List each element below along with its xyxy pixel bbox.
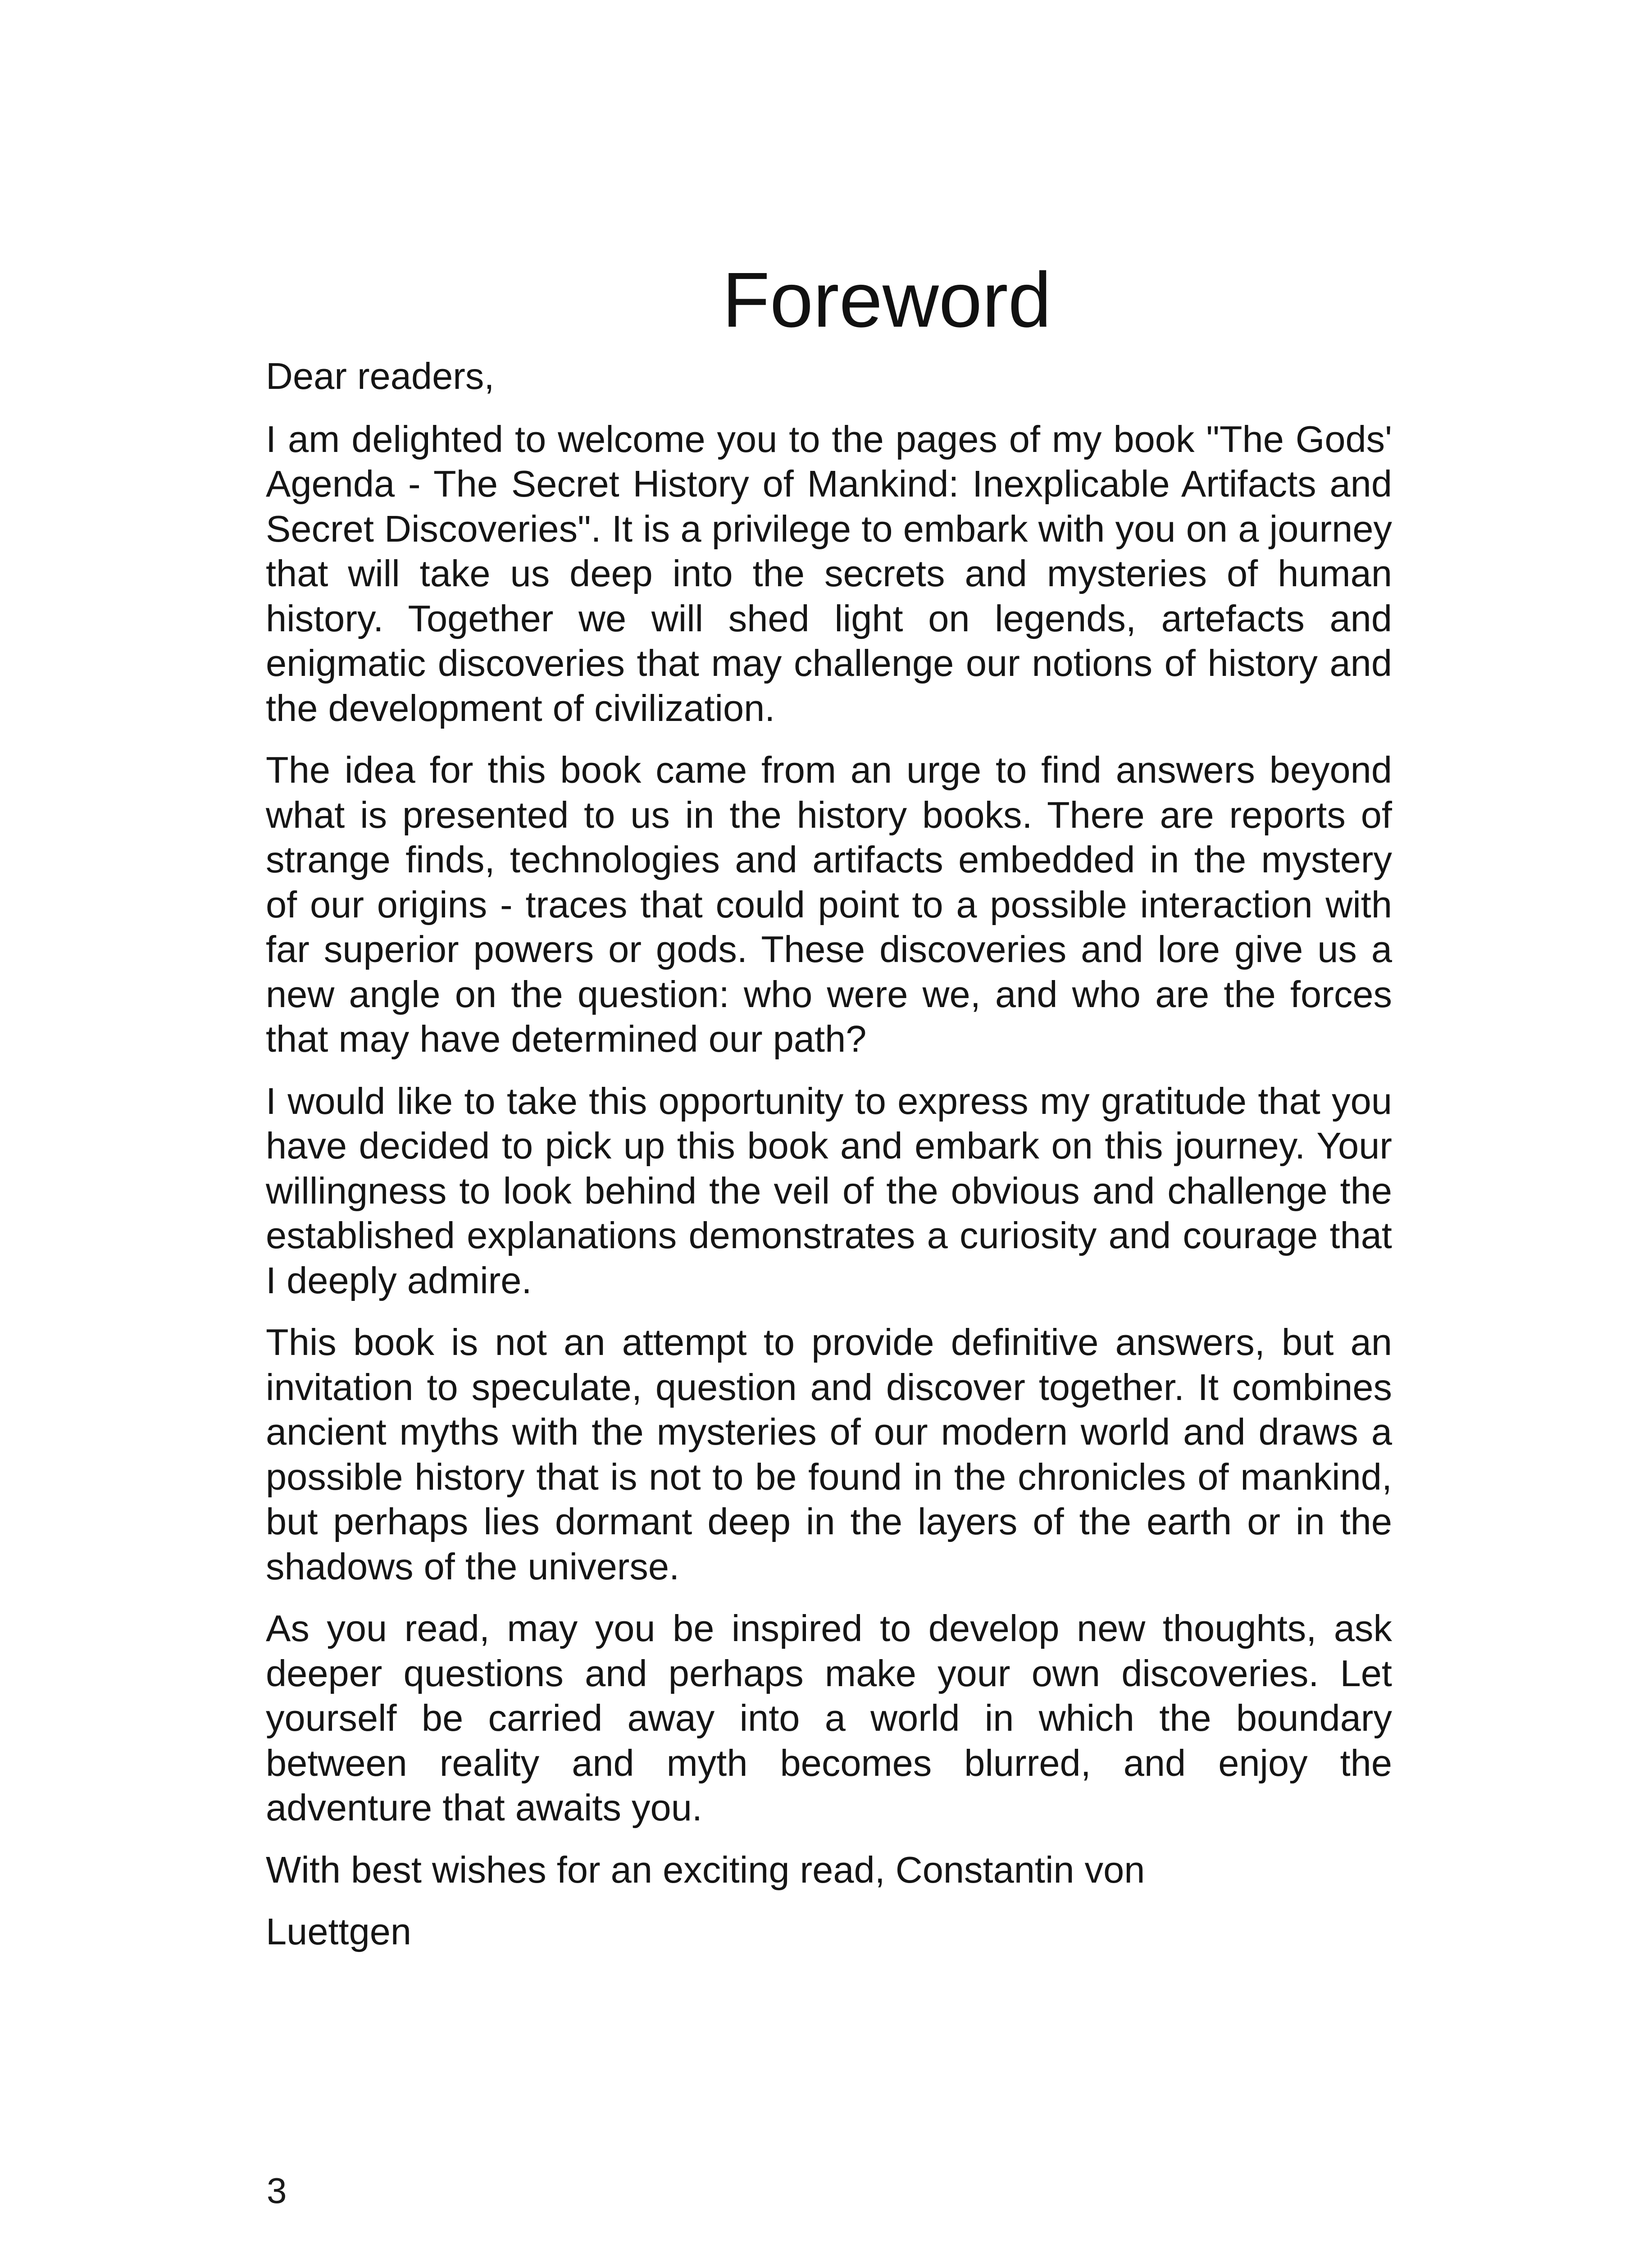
closing-line: With best wishes for an exciting read, Constantin von [266,1848,1145,1891]
author-signature: Luettgen [266,1911,412,1952]
paragraph-idea: The idea for this book came from an urge to find answers beyond what is presented to us in the history books. There are reports of strange finds, technologies and artifacts embedded in the mystery of our origins - traces that could point to a possible interaction with far superior powers or gods. These discoveries and lore give us a new angle on the question: who were we, and who are the forces that may have determined our path? [266,749,1392,1060]
foreword-body [266,354,1392,1971]
paragraph-gratitude: I would like to take this opportunity to express my gratitude that you have decided to pick up this book and embark on this journey. Your willingness to look behind the veil of the obvious and challenge the established explanations demonstrates a curiosity and courage that I deeply admire. [266,1080,1392,1301]
paragraph-welcome: I am delighted to welcome you to the pages of my book "The Gods' Agenda - The Secret History of Mankind: Inexplicable Artifacts and Secret Discoveries". It is a privilege to embark with you on a journey that will take us deep into the secrets and mysteries of human history. Together we will shed light on legends, artefacts and enigmatic discoveries that may challenge our notions of history and the development of civilization. [266,418,1392,729]
paragraph-invitation: This book is not an attempt to provide definitive answers, but an invitation to speculate, question and discover together. It combines ancient myths with the mysteries of our modern world and draws a possible history that is not to be found in the chronicles of mankind, but perhaps lies dormant deep in the layers of the earth or in the shadows of the universe. [266,1321,1392,1587]
paragraph-inspiration: As you read, may you be inspired to develop new thoughts, ask deeper questions and perhaps make your own discoveries. Let yourself be carried away into a world in which the boundary between reality and myth becomes blurred, and enjoy the adventure that awaits you. [266,1607,1392,1829]
page-title: Foreword [722,256,1051,343]
page-number: 3 [267,2171,287,2211]
salutation: Dear readers, [266,355,495,397]
